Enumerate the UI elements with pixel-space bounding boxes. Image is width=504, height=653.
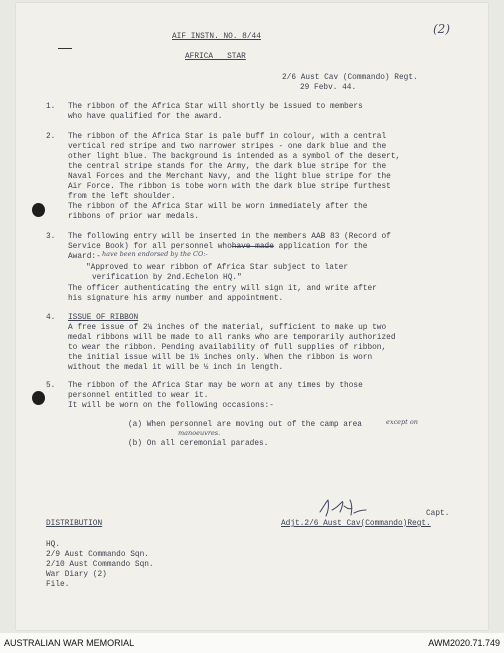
signatory-appointment: Adjt.2/6 Aust Cav(Commando)Regt. [281,520,431,528]
quote-line: "Approved to wear ribbon of Africa Star subject to later [86,264,349,272]
document-date: 29 Febv. 44. [300,84,357,92]
para2-line: from the left shoulder. [68,193,176,201]
handwritten-signature [316,496,368,518]
para3-line: The following entry will be inserted in the members AAB 83 (Record of [68,233,391,241]
archive-reference: AWM2020.71.749 [428,638,500,648]
para5-line: The ribbon of the Africa Star may be worn at any times by those [68,382,363,390]
para1-number: 1. [46,103,56,111]
para3-line: his signature his army number and appointment. [68,295,284,303]
para4-line: medal ribbons will be made to all ranks who are temporarily authorized [68,334,396,342]
unit-name: 2/6 Aust Cav (Commando) Regt. [282,74,418,82]
quote-line: verification by 2nd.Echelon HQ." [92,274,242,282]
para3-line: Service Book) for all personnel whohave made application for the [68,243,368,251]
handwritten-annotation: manoeuvres. [178,429,221,437]
para2-line: The ribbon of the Africa Star is pale buff in colour, with a central [68,133,387,141]
page-mark: (2) [433,22,450,36]
distribution-item: File. [46,581,70,589]
instruction-number: AIF INSTN. NO. 8/44 [172,33,261,41]
archive-source: AUSTRALIAN WAR MEMORIAL [4,638,135,648]
para2-line: other light blue. The background is intended as a symbol of the desert, [68,153,401,161]
para2-line: Air Force. The ribbon is tobe worn with the dark blue stripe furthest [68,183,391,191]
para3-number: 3. [46,233,56,241]
para1-line: The ribbon of the Africa Star will shortly be issued to members [68,103,363,111]
para2-number: 2. [46,133,56,141]
para2-line: ribbons of prior war medals. [68,213,200,221]
para2-line: The ribbon of the Africa Star will be worn immediately after the [68,203,368,211]
para3-line: Award:- [68,253,101,261]
para2-line: vertical red stripe and two narrower stripes - one dark blue and the [68,143,387,151]
para1-line: who have qualified for the award. [68,113,223,121]
archive-footer [0,633,504,653]
para5-item-b: (b) On all ceremonial parades. [128,440,269,448]
punch-hole-top [32,203,45,217]
handwritten-annotation: except on [386,418,418,426]
handwritten-annotation: have been endorsed by the CO:- [102,250,208,258]
para5-line: It will be worn on the following occasions:- [68,402,274,410]
para5-item-a: (a) When personnel are moving out of the camp area [128,421,362,429]
para4-number: 4. [46,314,56,322]
para2-line: the central stripe stands for the Army, the dark blue stripe for the [68,163,387,171]
margin-dash [58,48,72,49]
distribution-heading: DISTRIBUTION [46,520,103,528]
distribution-item: 2/9 Aust Commando Sqn. [46,551,149,559]
para4-line: to wear the ribbon. Pending availability of full supplies of ribbon, [68,344,387,352]
para2-line: Naval Forces and the Merchant Navy, and the light blue stripe for the [68,173,391,181]
distribution-item: 2/10 Aust Commando Sqn. [46,561,154,569]
para4-line: without the medal it will be ½ inch in length. [68,364,284,372]
distribution-item: War Diary (2) [46,571,107,579]
para4-line: the initial issue will be 1½ inches only. When the ribbon is worn [68,354,373,362]
distribution-item: HQ. [46,541,61,549]
para5-number: 5. [46,382,56,390]
document-title: AFRICA STAR [185,53,246,61]
para3-line: The officer authenticating the entry will sign it, and write after [68,285,377,293]
punch-hole-bottom [32,391,45,405]
para4-line: A free issue of 2¼ inches of the material, sufficient to make up two [68,324,387,332]
para5-line: personnel entitled to wear it. [68,392,209,400]
signatory-rank: Capt. [426,510,450,518]
para4-heading: ISSUE OF RIBBON [68,314,139,322]
